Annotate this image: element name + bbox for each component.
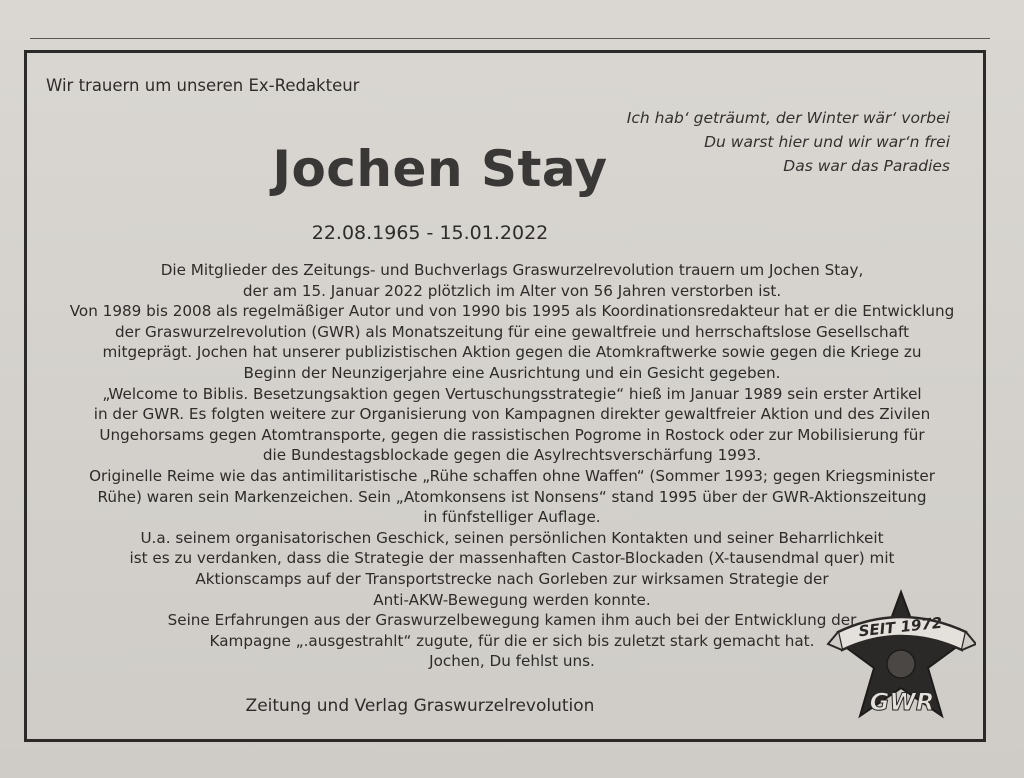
body-line: Originelle Reime wie das antimilitaristische „Rühe schaffen ohne Waffen“ (Sommer 1993; gegen Kriegsminister xyxy=(89,466,935,485)
life-dates: 22.08.1965 - 15.01.2022 xyxy=(311,222,549,244)
body-line: Beginn der Neunzigerjahre eine Ausrichtung und ein Gesicht gegeben. xyxy=(243,363,781,382)
body-line: Die Mitglieder des Zeitungs- und Buchverlags Graswurzelrevolution trauern um Jochen Stay, xyxy=(160,261,864,279)
logo-initials: GWR xyxy=(869,688,935,716)
quote-line: Ich hab‘ geträumt, der Winter wär‘ vorbei xyxy=(626,109,950,127)
gwr-logo-svg xyxy=(826,588,976,728)
body-line: Jochen, Du fehlst uns. xyxy=(429,652,595,671)
body-line: ist es zu verdanken, dass die Strategie der massenhaften Castor-Blockaden (X-tausendmal quer) mit xyxy=(129,549,895,568)
logo-banner-text: SEIT 1972 xyxy=(857,613,944,641)
body-line: in der GWR. Es folgten weitere zur Organisierung von Kampagnen direkter gewaltfreier Aktion und des Zivilen xyxy=(93,405,931,424)
body-line: Anti-AKW-Bewegung werden konnte. xyxy=(373,590,651,609)
body-line: Kampagne „.ausgestrahlt“ zugute, für die er sich bis zuletzt stark gemacht hat. xyxy=(209,631,815,650)
quote-line: Das war das Paradies xyxy=(783,157,950,175)
deceased-name: Jochen Stay xyxy=(272,140,608,198)
body-line: der am 15. Januar 2022 plötzlich im Alter von 56 Jahren verstorben ist. xyxy=(242,281,782,300)
star-logo-icon xyxy=(826,588,976,728)
body-line: in fünfstelliger Auflage. xyxy=(423,508,601,527)
body-line: U.a. seinem organisatorischen Geschick, seinen persönlichen Kontakten und seiner Beharrlichkeit xyxy=(140,528,884,547)
top-rule xyxy=(30,38,990,39)
body-line: die Bundestagsblockade gegen die Asylrechtsverschärfung 1993. xyxy=(262,446,762,465)
header-text: Wir trauern um unseren Ex-Redakteur xyxy=(46,76,360,95)
body-line: der Graswurzelrevolution (GWR) als Monatszeitung für eine gewaltfreie und herrschaftslose Gesellschaft xyxy=(114,322,910,341)
body-line: Rühe) waren sein Markenzeichen. Sein „Atomkonsens ist Nonsens“ stand 1995 über der GWR-Aktionszeitung xyxy=(97,487,927,506)
signature-line: Zeitung und Verlag Graswurzelrevolution xyxy=(245,696,595,716)
body-line: Ungehorsams gegen Atomtransporte, gegen die rassistischen Pogrome in Rostock oder zur Mobilisierung für xyxy=(99,425,925,444)
body-line: Seine Erfahrungen aus der Graswurzelbewegung kamen ihm auch bei der Entwicklung der xyxy=(167,611,857,630)
body-line: Aktionscamps auf der Transportstrecke nach Gorleben zur wirksamen Strategie der xyxy=(195,569,829,588)
body-line: Von 1989 bis 2008 als regelmäßiger Autor und von 1990 bis 1995 als Koordinationsredakteur hat er die Entwicklung xyxy=(69,302,955,321)
quote-line: Du warst hier und wir war‘n frei xyxy=(704,133,950,151)
body-line: mitgeprägt. Jochen hat unserer publizistischen Aktion gegen die Atomkraftwerke sowie gegen die Kriege zu xyxy=(102,343,922,362)
body-line: „Welcome to Biblis. Besetzungsaktion gegen Vertuschungsstrategie“ hieß im Januar 1989 sein erster Artikel xyxy=(102,384,922,403)
